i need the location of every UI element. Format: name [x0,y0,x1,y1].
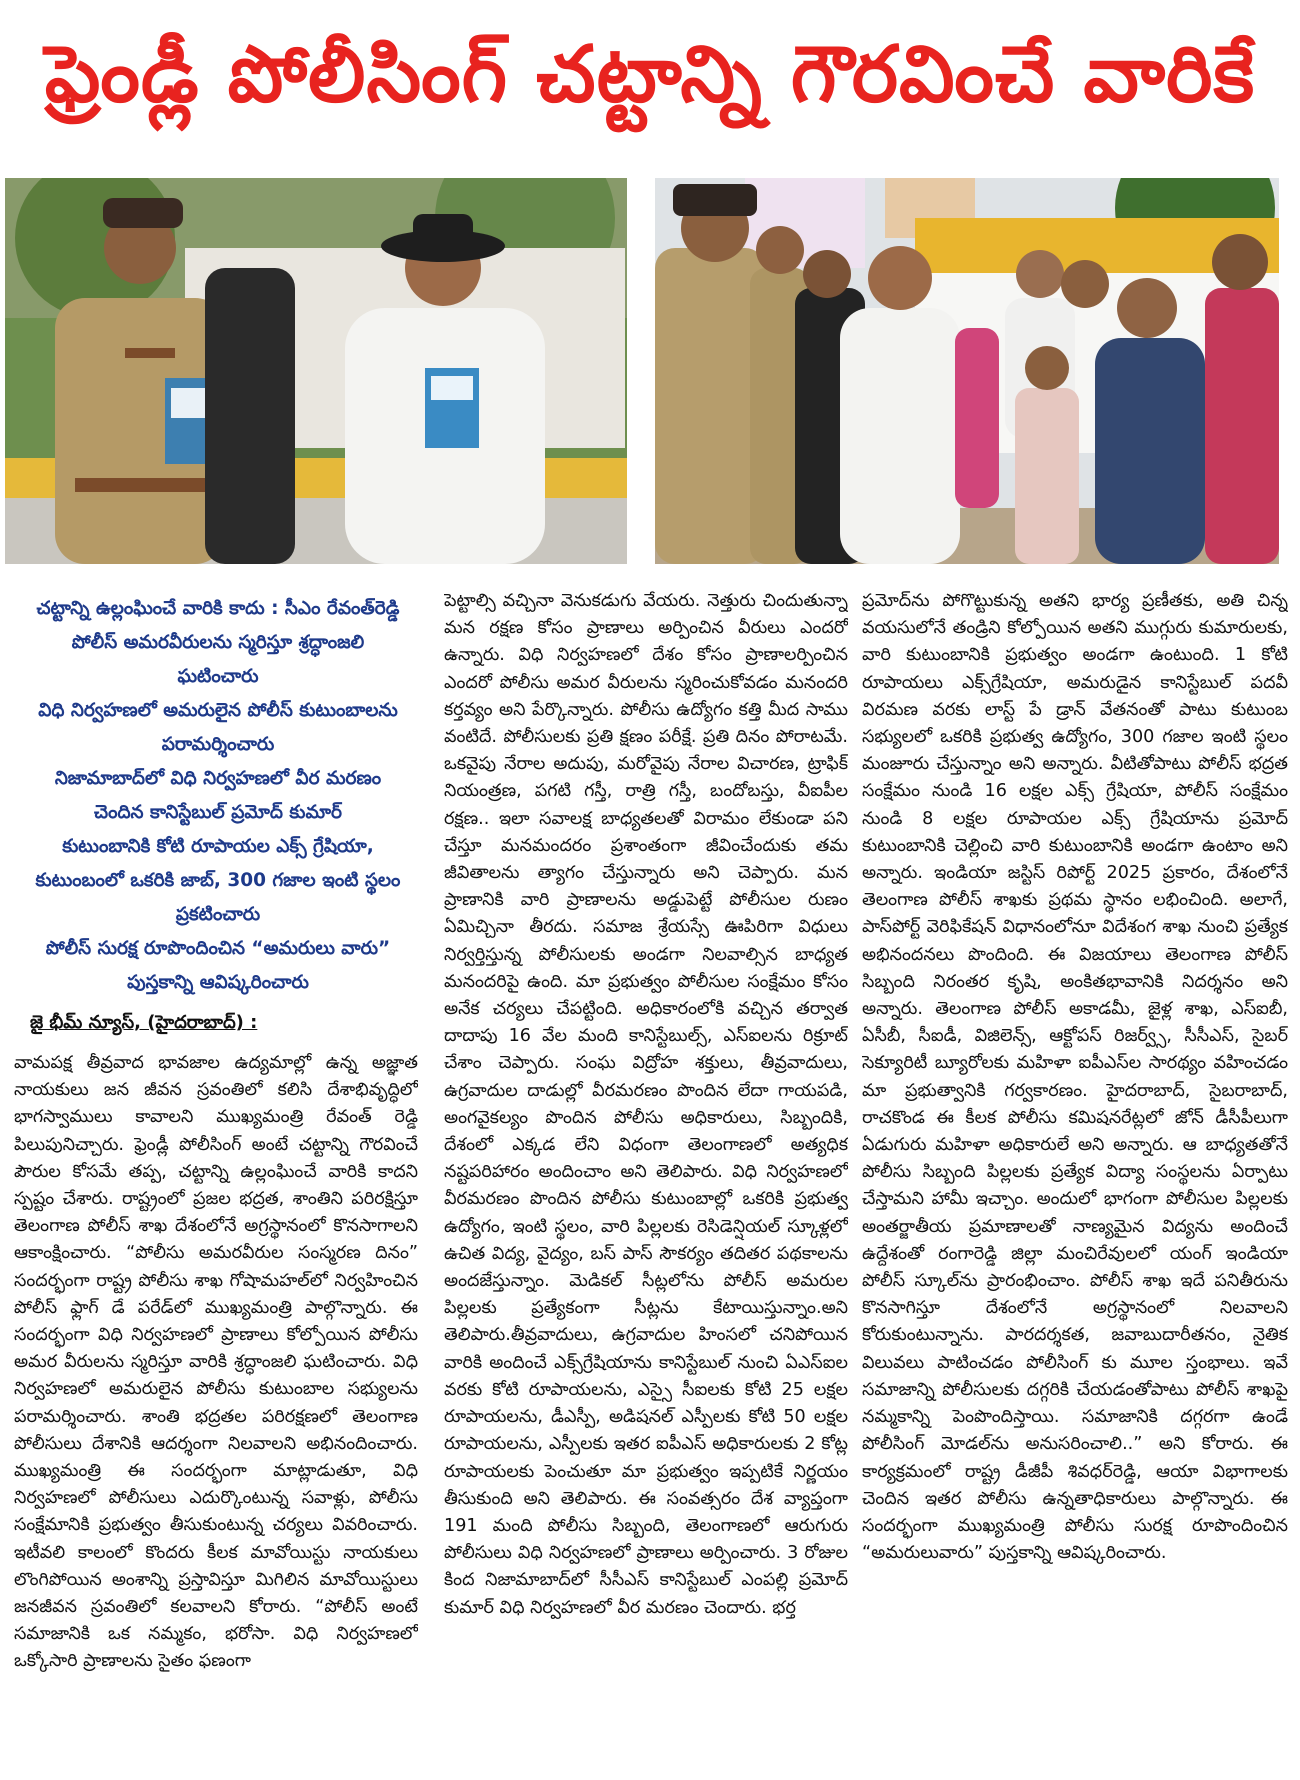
article-column-1 [14,1050,418,1770]
highlight-line: నిజామాబాద్‌లో విధి నిర్వహణలో వీర మరణం [54,768,382,789]
article-column-3 [862,588,1288,1774]
article-text: ప్రమోద్‌ను పోగొట్టుకున్న అతని భార్య ప్రణీతకు, అతి చిన్న వయసులోనే తండ్రిని కోల్పోయిన అతని ముగ్గురు కుమారులకు, వారి కుటుంబానికి ప్రభుత్వం అండగా ఉంటుంది. 1 కోటి రూపాయలు ఎక్స్‌గ్రేషియా, అమరుడైన కానిస్టేబుల్ పదవీ విరమణ వరకు లాస్ట్ పే డ్రాన్ వేతనంతో పాటు కుటుంబ సభ్యులలో ఒకరికి ప్రభుత్వ ఉద్యోగం, 300 గజాల ఇంటి స్థలం మంజూరు చేస్తున్నాం అని అన్నారు. వీటితోపాటు పోలీస్ భద్రత సంక్షేమం నుండి 16 లక్షల ఎక్స్ గ్రేషియా, పోలీస్ సంక్షేమం నుండి 8 లక్షల రూపాయల ఎక్స్ గ్రేషియాను ప్రమోద్ కుటుంబానికి చెల్లించి వారి కుటుంబానికి అండగా ఉంటాం అని అన్నారు. ఇండియా జస్టిస్ రిపోర్ట్ 2025 ప్రకారం, దేశంలోనే తెలంగాణ పోలీస్ శాఖకు ప్రథమ స్థానం లభించింది. అలాగే, పాస్‌పోర్ట్ వెరిఫికేషన్ విధానంలోనూ విదేశంగ శాఖ నుంచి ప్రత్యేక అభినందనలు పొందింది. ఈ విజయాలు తెలంగాణ పోలీస్ సిబ్బంది నిరంతర కృషి, అంకితభావానికి నిదర్శనం అని అన్నారు. తెలంగాణ పోలీస్ అకాడమీ, జైళ్ల శాఖ, ఎస్ఐబీ, ఏసీబీ, సీఐడీ, విజిలెన్స్, ఆక్టోపస్ రిజర్వ్స్, సీసీఎస్, సైబర్ సెక్యూరిటీ బ్యూరోలకు మహిళా ఐపీఎస్‌ల సారథ్యం వహించడం మా ప్రభుత్వానికి గర్వకారణం. హైదరాబాద్, సైబరాబాద్, రాచకొండ ఈ కీలక పోలీసు కమిషనరేట్లలో జోన్ డీసీపీలుగా ఏడుగురు మహిళా అధికారులే అని అన్నారు. ఆ బాధ్యతతోనే పోలీసు సిబ్బంది పిల్లలకు ప్రత్యేక విద్యా సంస్థలను ఏర్పాటు చేస్తామని హామీ ఇచ్చాం. అందులో భాగంగా పోలీసుల పిల్లలకు అంతర్జాతీయ ప్రమాణాలతో నాణ్యమైన విద్యను అందించే ఉద్దేశంతో రంగారెడ్డి జిల్లా మంచిరేవులలో యంగ్ ఇండియా పోలీస్ స్కూల్‌ను ప్రారంభించాం. పోలీస్ శాఖ ఇదే పనితీరును కొనసాగిస్తూ దేశంలోనే అగ్రస్థానంలో నిలవాలని కోరుకుంటున్నాను. పారదర్శకత, జవాబుదారీతనం, నైతిక విలువలు పాటించడం పోలీసింగ్ కు మూల స్తంభాలు. ఇవే సమాజాన్ని పోలీసులకు దగ్గరికి చేయడంతోపాటు పోలీస్ శాఖపై నమ్మకాన్ని పెంపొందిస్తాయి. సమాజానికి దగ్గరగా ఉండే పోలీసింగ్ మోడల్‌ను అనుసరించాలి..” అని కోరారు. ఈ కార్యక్రమంలో రాష్ట్ర డీజీపీ శివధర్‌రెడ్డి, ఆయా విభాగాలకు చెందిన ఇతర పోలీసు ఉన్నతాధికారులు పాల్గొన్నారు. ఈ సందర్భంగా ముఖ్యమంత్రి పోలీసు సురక్ష రూపొందించిన “అమరులువారు” పుస్తకాన్ని ఆవిష్కరించారు. [862,591,1288,1564]
highlight-line: కుటుంబంలో ఒకరికి జాబ్, 300 గజాల ఇంటి స్థలం [35,870,401,891]
highlights-box [14,592,422,1000]
highlight-line: చట్టాన్ని ఉల్లంఘించే వారికి కాదు : సీఎం రేవంత్‌రెడ్డి [36,598,400,619]
highlight-line: పరామర్శించారు [161,734,275,755]
highlight-line: పోలీస్ అమరవీరులను స్మరిస్తూ శ్రద్ధాంజలి [71,632,365,653]
byline: జై భీమ్ న్యూస్, (హైదరాబాద్) : [30,1012,258,1033]
highlight-line: కుటుంబానికి కోటి రూపాయల ఎక్స్ గ్రేషియా, [62,836,374,857]
headline: ఫ్రెండ్లీ పోలీసింగ్ చట్టాన్ని గౌరవించే వారికే [44,30,1256,120]
article-column-2 [444,588,848,1774]
article-text: పెట్టాల్సి వచ్చినా వెనుకడుగు వేయరు. నెత్తురు చిందుతున్నా మన రక్షణ కోసం ప్రాణాలు అర్పించిన వీరులు ఎందరో ఉన్నారు. విధి నిర్వహణలో దేశం కోసం ప్రాణాలర్పించిన ఎందరో పోలీసు అమర వీరులను స్మరించుకోవడం మనందరి కర్తవ్యం అని పేర్కొన్నారు. పోలీసు ఉద్యోగం కత్తి మీద సాము వంటిదే. పోలీసులకు ప్రతి క్షణం పరీక్షే. ప్రతి దినం పోరాటమే. ఒకవైపు నేరాల అదుపు, మరోవైపు నేరాల విచారణ, ట్రాఫిక్ నియంత్రణ, పగటి గస్తీ, రాత్రి గస్తీ, బందోబస్తు, వీఐపీల రక్షణ.. ఇలా సవాలక్ష బాధ్యతలతో విరామం లేకుండా పని చేస్తూ మనమందరం ప్రశాంతంగా జీవించేందుకు తమ జీవితాలను త్యాగం చేస్తున్నారు అని చెప్పారు. మన ప్రాణానికి వారి ప్రాణాలను అడ్డుపెట్టే పోలీసుల రుణం ఏమిచ్చినా తీరదు. సమాజ శ్రేయస్సే ఊపిరిగా విధులు నిర్వర్తిస్తున్న పోలీసులకు అండగా నిలవాల్సిన బాధ్యత మనందరిపై ఉంది. మా ప్రభుత్వం పోలీసుల సంక్షేమం కోసం అనేక చర్యలు చేపట్టింది. అధికారంలోకి వచ్చిన తర్వాత దాదాపు 16 వేల మంది కానిస్టేబుల్స్, ఎస్ఐలను రిక్రూట్ చేశాం చెప్పారు. సంఘ విద్రోహ శక్తులు, తీవ్రవాదులు, ఉగ్రవాదుల దాడుల్లో వీరమరణం పొందిన లేదా గాయపడి, అంగవైకల్యం పొందిన పోలీసు అధికారులు, సిబ్బందికి, దేశంలో ఎక్కడ లేని విధంగా తెలంగాణలో అత్యధిక నష్టపరిహారం అందించాం అని తెలిపారు. విధి నిర్వహణలో వీరమరణం పొందిన పోలీసు కుటుంబాల్లో ఒకరికి ప్రభుత్వ ఉద్యోగం, ఇంటి స్థలం, వారి పిల్లలకు రెసిడెన్షియల్ స్కూళ్లలో ఉచిత విద్య, వైద్యం, బస్ పాస్ సౌకర్యం తదితర పథకాలను అందజేస్తున్నాం. మెడికల్ సీట్లలోను పోలీస్ అమరుల పిల్లలకు ప్రత్యేకంగా సీట్లను కేటాయిస్తున్నాం.అని తెలిపారు.తీవ్రవాదులు, ఉగ్రవాదుల హింసలో చనిపోయిన వారికి అందించే ఎక్స్‌గ్రేషియాను కానిస్టేబుల్ నుంచి ఏఎస్ఐల వరకు కోటి రూపాయలను, ఎస్సై సీఐలకు కోటి 25 లక్షల రూపాయలను, డీఎస్పీ, అడిషనల్ ఎస్పీలకు కోటి 50 లక్షల రూపాయలను, ఎస్పీలకు ఇతర ఐపీఎస్ అధికారులకు 2 కోట్ల రూపాయలకు పెంచుతూ మా ప్రభుత్వం ఇప్పటికే నిర్ణయం తీసుకుంది అని తెలిపారు. ఈ సంవత్సరం దేశ వ్యాప్తంగా 191 మంది పోలీసు సిబ్బంది, తెలంగాణలో ఆరుగురు పోలీసులు విధి నిర్వహణలో ప్రాణాలు అర్పించారు. 3 రోజుల కింద నిజామాబాద్‌లో సీసీఎస్ కానిస్టేబుల్ ఎంపల్లి ప్రమోద్ కుమార్ విధి నిర్వహణలో వీర మరణం చెందారు. భర్త [444,591,848,1618]
photo-cm-with-family [655,178,1279,564]
highlight-line: విధి నిర్వహణలో అమరులైన పోలీస్ కుటుంబాలను [38,700,398,721]
highlight-line: పోలీస్ సురక్ష రూపొందించిన “అమరులు వారు” [45,938,391,959]
article-text: వామపక్ష తీవ్రవాద భావజాల ఉద్యమాల్లో ఉన్న అజ్ఞాత నాయకులు జన జీవన స్రవంతిలో కలిసి దేశాభివృద్ధిలో భాగస్వాములు కావాలని ముఖ్యమంత్రి రేవంత్ రెడ్డి పిలుపునిచ్చారు. ఫ్రెండ్లీ పోలీసింగ్ అంటే చట్టాన్ని గౌరవించే పౌరుల కోసమే తప్ప, చట్టాన్ని ఉల్లంఘించే వారికి కాదని స్పష్టం చేశారు. రాష్ట్రంలో ప్రజల భద్రత, శాంతిని పరిరక్షిస్తూ తెలంగాణ పోలీస్ శాఖ దేశంలోనే అగ్రస్థానంలో కొనసాగాలని ఆకాంక్షించారు. “పోలీసు అమరవీరుల సంస్మరణ దినం” సందర్భంగా రాష్ట్ర పోలీసు శాఖ గోషామహల్‌లో నిర్వహించిన పోలీస్ ఫ్లాగ్ డే పరేడ్‌లో ముఖ్యమంత్రి పాల్గొన్నారు. ఈ సందర్భంగా విధి నిర్వహణలో ప్రాణాలు కోల్పోయిన పోలీసు అమర వీరులను స్మరిస్తూ వారికి శ్రద్ధాంజలి ఘటించారు. విధి నిర్వహణలో అమరులైన పోలీసు కుటుంబాల సభ్యులను పరామర్శించారు. శాంతి భద్రతల పరిరక్షణలో తెలంగాణ పోలీసులు దేశానికి ఆదర్శంగా నిలవాలని అభినందించారు. ముఖ్యమంత్రి ఈ సందర్భంగా మాట్లాడుతూ, విధి నిర్వహణలో పోలీసులు ఎదుర్కొంటున్న సవాళ్లు, పోలీసు సంక్షేమానికి ప్రభుత్వం తీసుకుంటున్న చర్యలు వివరించారు. ఇటీవలి కాలంలో కొందరు కీలక మావోయిస్టు నాయకులు లొంగిపోయిన అంశాన్ని ప్రస్తావిస్తూ మిగిలిన మావోయిస్టులు జనజీవన స్రవంతిలో కలవాలని కోరారు. “పోలీస్ అంటే సమాజానికి ఒక నమ్మకం, భరోసా. విధి నిర్వహణలో ఒక్కోసారి ప్రాణాలను సైతం ఫణంగా [14,1053,418,1672]
highlight-line: ఘటించారు [177,666,259,687]
highlight-line: చెందిన కానిస్టేబుల్ ప్రమోద్ కుమార్ [94,802,342,823]
highlight-line: ప్రకటించారు [175,904,261,925]
photo-book-release [5,178,627,564]
highlight-line: పుస్తకాన్ని ఆవిష్కరించారు [127,972,309,993]
